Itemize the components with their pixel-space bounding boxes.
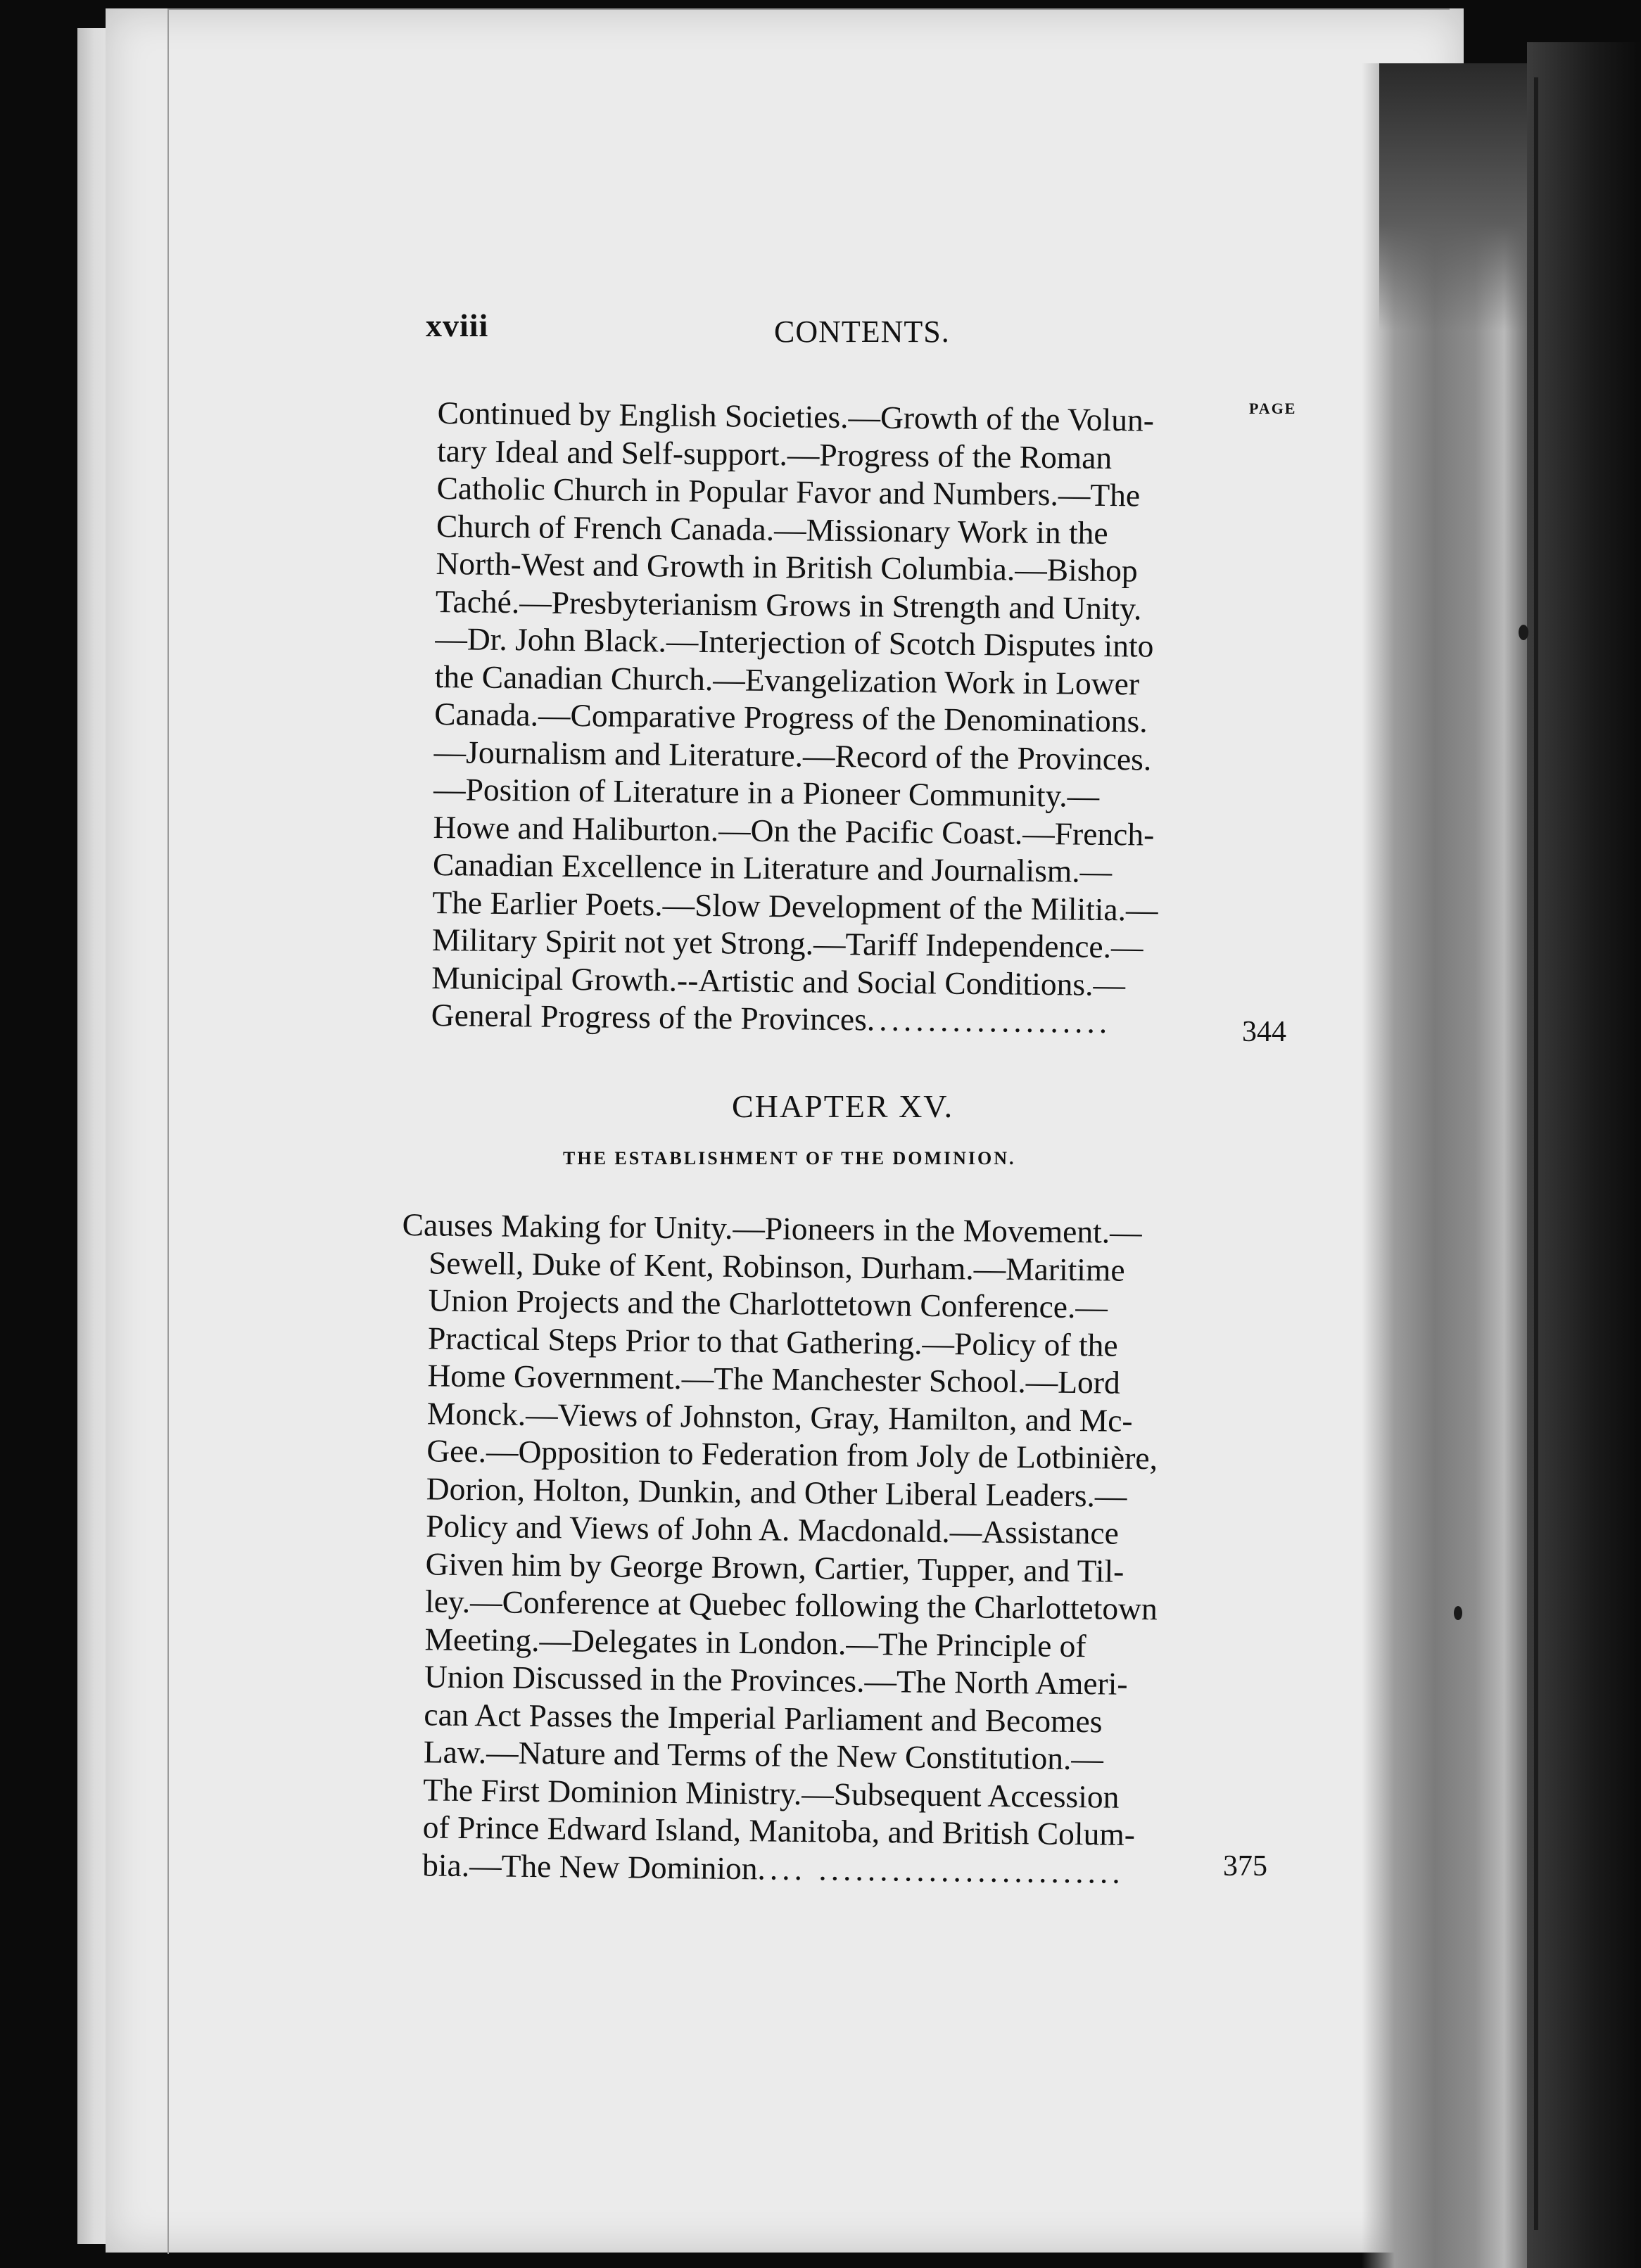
toc-line: Union Projects and the Charlottetown Conference.— [428,1282,1108,1325]
toc-line: Howe and Haliburton.—On the Pacific Coast.—French- [433,808,1155,853]
toc-line: North-West and Growth in British Columbia.—Bishop [436,544,1138,589]
toc-line: Military Spirit not yet Strong.—Tariff Independence.— [431,921,1143,965]
toc-line: Canadian Excellence in Literature and Journalism.— [432,846,1113,890]
scan-speck [1454,1606,1462,1620]
toc-line: —Journalism and Literature.—Record of the Provinces. [433,733,1152,777]
toc-line: —Dr. John Black.—Interjection of Scotch Disputes into [435,620,1154,664]
toc-line-text: bia.—The New Dominion [422,1846,758,1886]
toc-line: Canada.—Comparative Progress of the Denominations. [433,695,1148,739]
toc-line: —Position of Literature in a Pioneer Community.— [433,770,1100,814]
toc-line: Law.—Nature and Terms of the New Constitution.— [423,1733,1104,1777]
chapter-xv-entry [395,1206,1162,1891]
toc-line: Sewell, Duke of Kent, Robinson, Durham.—Maritime [428,1244,1125,1288]
toc-line: of Prince Edward Island, Manitoba, and British Colum- [422,1809,1136,1852]
dot-leader: .................... [866,1001,1112,1040]
toc-line: can Act Passes the Imperial Parliament and Becomes [424,1695,1103,1739]
toc-line: Causes Making for Unity.—Pioneers in the Movement.— [402,1206,1142,1251]
toc-line: Gee.—Opposition to Federation from Joly de Lotbinière, [426,1432,1158,1477]
dot-leader: .... ......................... [757,1849,1125,1890]
toc-line: Catholic Church in Popular Favor and Numbers.—The [436,469,1141,514]
toc-line: tary Ideal and Self-support.—Progress of the Roman [436,432,1113,476]
toc-line: ley.—Conference at Quebec following the Charlottetown [424,1583,1158,1627]
toc-line: The Earlier Poets.—Slow Development of the Militia.— [432,884,1158,928]
chapter-subtitle: THE ESTABLISHMENT OF THE DOMINION. [563,1148,1016,1168]
page-number-375: 375 [1223,1850,1267,1882]
running-head-title: CONTENTS. [774,314,950,349]
toc-line: Union Discussed in the Provinces.—The North Ameri- [424,1658,1128,1702]
toc-line-last [395,1845,1155,1891]
toc-line: Taché.—Presbyterianism Grows in Strength and Unity. [435,582,1142,626]
page-folio: xviii [426,307,489,343]
page-column-label: PAGE [1249,400,1297,417]
toc-line: Home Government.—The Manchester School.—Lord [427,1357,1121,1401]
chapter-heading: CHAPTER XV. [732,1088,954,1124]
page-number-344: 344 [1242,1016,1286,1048]
toc-line-text: General Progress of the Provinces [431,996,868,1038]
toc-line: Practical Steps Prior to that Gathering.—Policy of the [427,1319,1118,1363]
toc-line: Dorion, Holton, Dunkin, and Other Liberal Leaders.— [426,1470,1127,1514]
toc-line: Given him by George Brown, Cartier, Tupper, and Til- [425,1545,1124,1589]
toc-line: Policy and Views of John A. Macdonald.—Assistance [425,1508,1120,1551]
toc-line: The First Dominion Ministry.—Subsequent Accession [423,1771,1120,1815]
toc-line: Continued by English Societies.—Growth of the Volun- [437,394,1155,438]
toc-line: Municipal Growth.--Artistic and Social Conditions.— [431,959,1126,1002]
chapter-xiv-entry [431,394,1163,1041]
toc-line: Monck.—Views of Johnston, Gray, Hamilton, and Mc- [426,1394,1133,1439]
toc-line-last [431,996,1157,1041]
scan-speck [1519,625,1528,640]
toc-line: Meeting.—Delegates in London.—The Principle of [424,1620,1086,1664]
toc-line: the Canadian Church.—Evangelization Work in Lower [434,658,1140,701]
toc-line: Church of French Canada.—Missionary Work in the [436,507,1108,551]
